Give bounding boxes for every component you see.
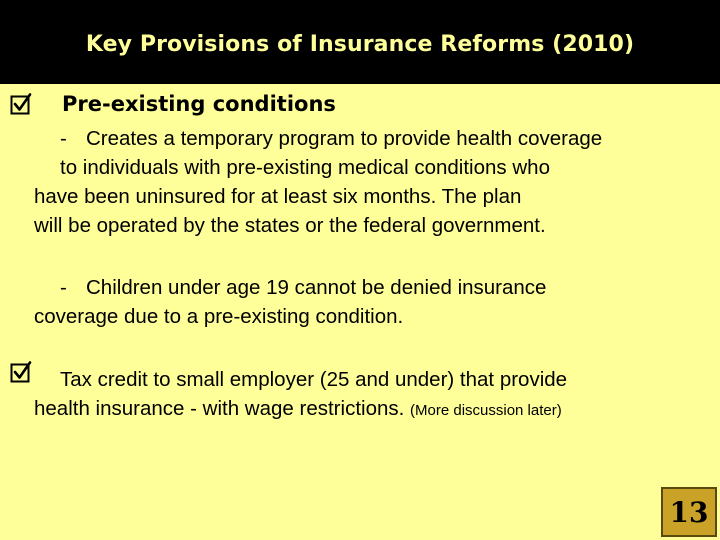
item-line: [34, 273, 546, 302]
dash-bullet: -: [60, 127, 67, 150]
item-line: coverage due to a pre-existing condition.: [34, 305, 404, 328]
item-children-coverage: [34, 273, 546, 331]
item-line: Tax credit to small employer (25 and under) that provide: [60, 368, 568, 391]
title-bar: [0, 0, 720, 84]
item-line: [34, 394, 567, 425]
item-text: Creates a temporary program to provide health coverage: [86, 127, 603, 150]
item-tax-credit: [34, 365, 567, 425]
dash-bullet: -: [60, 276, 67, 299]
checkbox-checked-icon: [10, 93, 32, 115]
item-text: Children under age 19 cannot be denied insurance: [86, 276, 547, 299]
item-line: will be operated by the states or the federal government.: [34, 214, 546, 237]
page-number: 13: [669, 495, 709, 529]
item-line: [34, 124, 602, 153]
item-line: to individuals with pre-existing medical conditions who: [60, 156, 550, 179]
checkbox-checked-icon: [10, 361, 32, 383]
page-number-box: [661, 487, 717, 537]
discussion-note: (More discussion later): [410, 402, 562, 419]
item-text: health insurance - with wage restrictions.: [34, 397, 405, 420]
section-heading-pre-existing: Pre-existing conditions: [62, 92, 336, 116]
item-temporary-program: [34, 124, 602, 240]
slide-title: Key Provisions of Insurance Reforms (2010): [85, 31, 635, 57]
item-line: have been uninsured for at least six months. The plan: [34, 185, 522, 208]
